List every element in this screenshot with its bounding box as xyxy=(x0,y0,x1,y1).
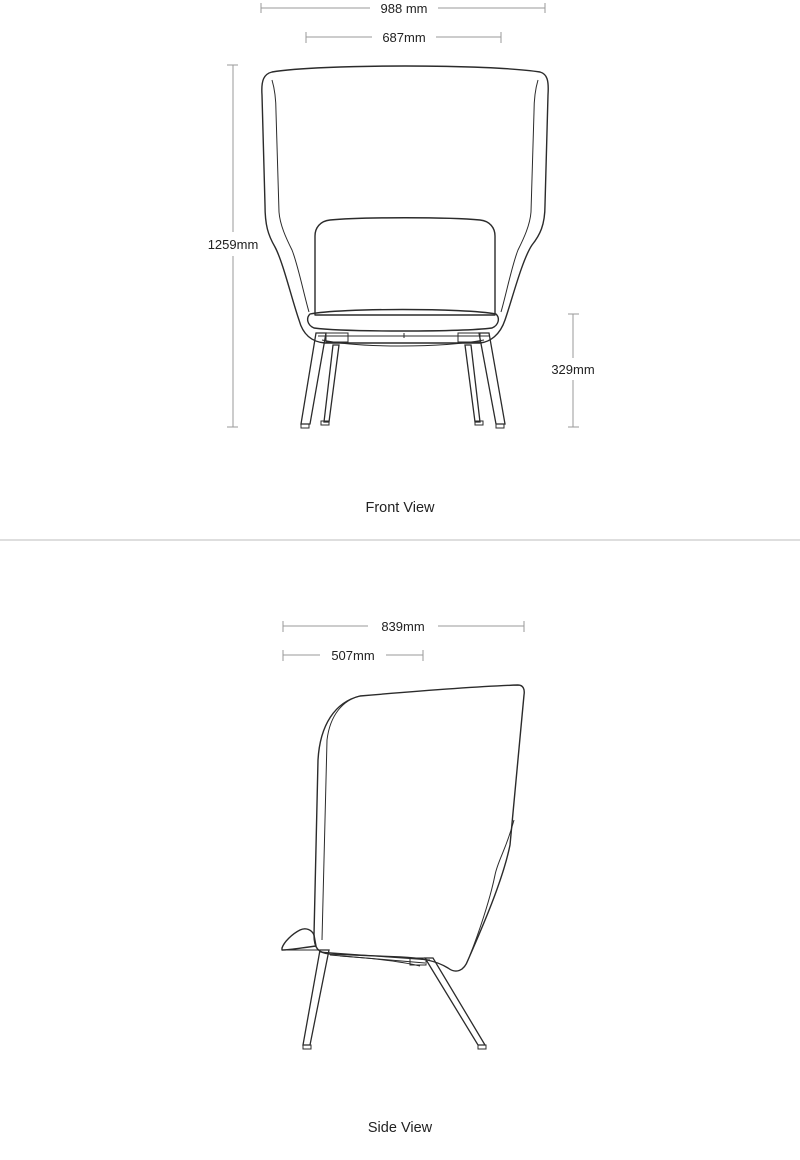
front-view-caption: Front View xyxy=(365,500,435,516)
dim-overall-depth xyxy=(283,619,524,634)
dim-label-seat-depth: 507mm xyxy=(331,648,375,663)
dim-label-overall-height: 1259mm xyxy=(207,237,259,252)
dim-label-overall-depth: 839mm xyxy=(381,619,425,634)
dim-label-overall-width: 988 mm xyxy=(380,1,428,16)
side-chair-drawing xyxy=(282,685,524,1049)
side-view xyxy=(282,619,524,1136)
dim-seat-depth xyxy=(283,648,423,663)
dim-seat-height xyxy=(551,314,594,427)
dim-label-seat-height: 329mm xyxy=(551,362,595,377)
dim-overall-width xyxy=(261,1,545,16)
side-view-caption: Side View xyxy=(367,1120,433,1136)
dim-label-seat-width: 687mm xyxy=(382,30,426,45)
front-view xyxy=(208,1,595,516)
dim-overall-height xyxy=(208,65,259,427)
front-chair-drawing xyxy=(262,66,548,428)
dim-seat-width xyxy=(306,30,501,45)
